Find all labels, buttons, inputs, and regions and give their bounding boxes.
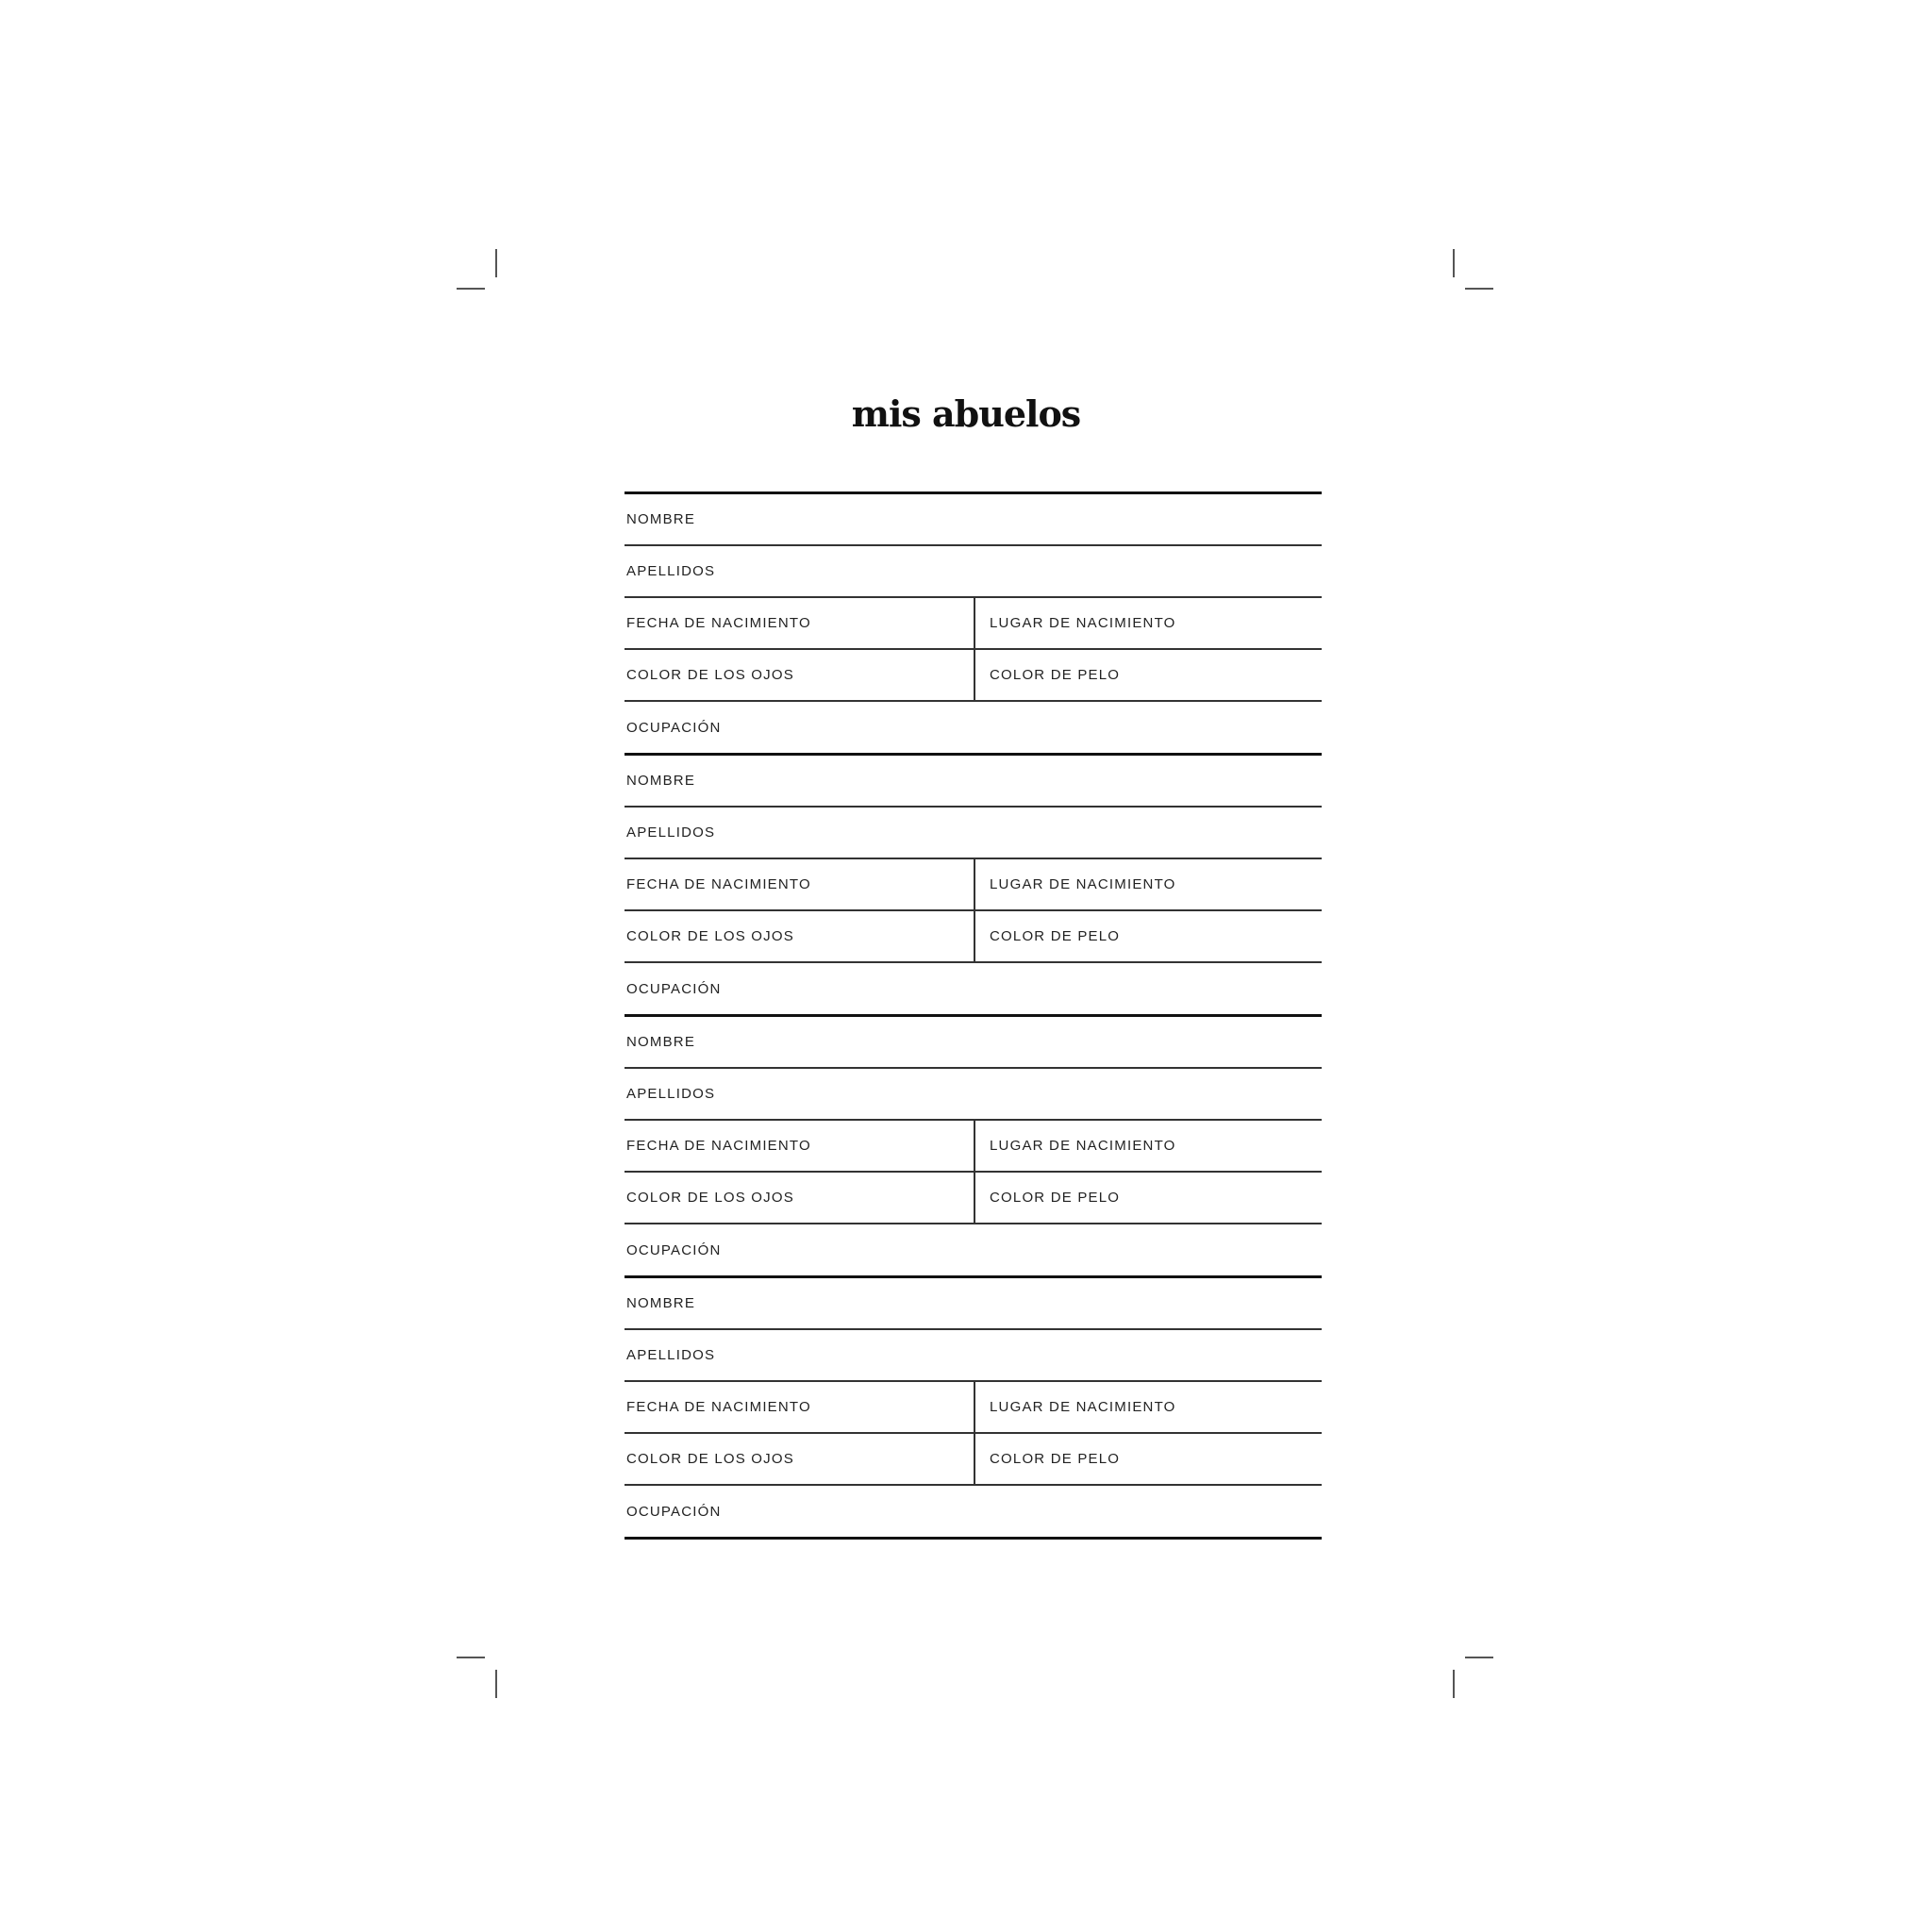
grandparent-block-1 xyxy=(625,494,1322,753)
fecha-nacimiento-field[interactable]: FECHA DE NACIMIENTO xyxy=(625,1121,975,1171)
form-row xyxy=(625,1434,1322,1486)
lugar-nacimiento-field[interactable]: LUGAR DE NACIMIENTO xyxy=(990,1138,1176,1154)
crop-mark xyxy=(495,1670,497,1698)
color-pelo-field[interactable]: COLOR DE PELO xyxy=(990,1451,1121,1467)
form-row xyxy=(625,1278,1322,1330)
fecha-nacimiento-field[interactable]: FECHA DE NACIMIENTO xyxy=(625,598,975,648)
crop-mark xyxy=(457,288,485,290)
nombre-field[interactable]: NOMBRE xyxy=(626,511,696,527)
nombre-field[interactable]: NOMBRE xyxy=(626,773,696,789)
crop-mark xyxy=(1453,1670,1455,1698)
color-ojos-field[interactable]: COLOR DE LOS OJOS xyxy=(625,1173,975,1223)
lugar-nacimiento-field[interactable]: LUGAR DE NACIMIENTO xyxy=(990,1399,1176,1415)
grandparent-block-4 xyxy=(625,1278,1322,1537)
color-ojos-field[interactable]: COLOR DE LOS OJOS xyxy=(625,650,975,700)
form-row xyxy=(625,702,1322,753)
section-divider xyxy=(625,1537,1322,1540)
form-row xyxy=(625,963,1322,1014)
ocupacion-field[interactable]: OCUPACIÓN xyxy=(626,719,722,736)
grandparents-form xyxy=(625,491,1322,1540)
form-row xyxy=(625,1486,1322,1537)
form-row xyxy=(625,1173,1322,1224)
form-row xyxy=(625,1382,1322,1434)
apellidos-field[interactable]: APELLIDOS xyxy=(626,563,716,579)
nombre-field[interactable]: NOMBRE xyxy=(626,1295,696,1311)
lugar-nacimiento-field[interactable]: LUGAR DE NACIMIENTO xyxy=(990,876,1176,892)
apellidos-field[interactable]: APELLIDOS xyxy=(626,1086,716,1102)
color-pelo-field[interactable]: COLOR DE PELO xyxy=(990,1190,1121,1206)
lugar-nacimiento-field[interactable]: LUGAR DE NACIMIENTO xyxy=(990,615,1176,631)
form-row xyxy=(625,546,1322,598)
form-row xyxy=(625,1017,1322,1069)
form-row xyxy=(625,494,1322,546)
color-pelo-field[interactable]: COLOR DE PELO xyxy=(990,667,1121,683)
crop-mark xyxy=(457,1657,485,1658)
fecha-nacimiento-field[interactable]: FECHA DE NACIMIENTO xyxy=(625,859,975,909)
crop-mark xyxy=(1453,249,1455,277)
grandparent-block-2 xyxy=(625,756,1322,1014)
form-row xyxy=(625,650,1322,702)
color-pelo-field[interactable]: COLOR DE PELO xyxy=(990,928,1121,944)
nombre-field[interactable]: NOMBRE xyxy=(626,1034,696,1050)
form-row xyxy=(625,1069,1322,1121)
crop-mark xyxy=(1465,1657,1493,1658)
ocupacion-field[interactable]: OCUPACIÓN xyxy=(626,980,722,997)
color-ojos-field[interactable]: COLOR DE LOS OJOS xyxy=(625,1434,975,1484)
color-ojos-field[interactable]: COLOR DE LOS OJOS xyxy=(625,911,975,961)
apellidos-field[interactable]: APELLIDOS xyxy=(626,1347,716,1363)
form-row xyxy=(625,859,1322,911)
crop-mark xyxy=(1465,288,1493,290)
form-row xyxy=(625,808,1322,859)
form-row xyxy=(625,1121,1322,1173)
ocupacion-field[interactable]: OCUPACIÓN xyxy=(626,1503,722,1520)
form-row xyxy=(625,756,1322,808)
crop-mark xyxy=(495,249,497,277)
grandparent-block-3 xyxy=(625,1017,1322,1275)
page-title: mis abuelos xyxy=(851,392,1081,435)
apellidos-field[interactable]: APELLIDOS xyxy=(626,824,716,841)
form-row xyxy=(625,1330,1322,1382)
ocupacion-field[interactable]: OCUPACIÓN xyxy=(626,1241,722,1258)
form-row xyxy=(625,911,1322,963)
form-row xyxy=(625,598,1322,650)
form-row xyxy=(625,1224,1322,1275)
fecha-nacimiento-field[interactable]: FECHA DE NACIMIENTO xyxy=(625,1382,975,1432)
